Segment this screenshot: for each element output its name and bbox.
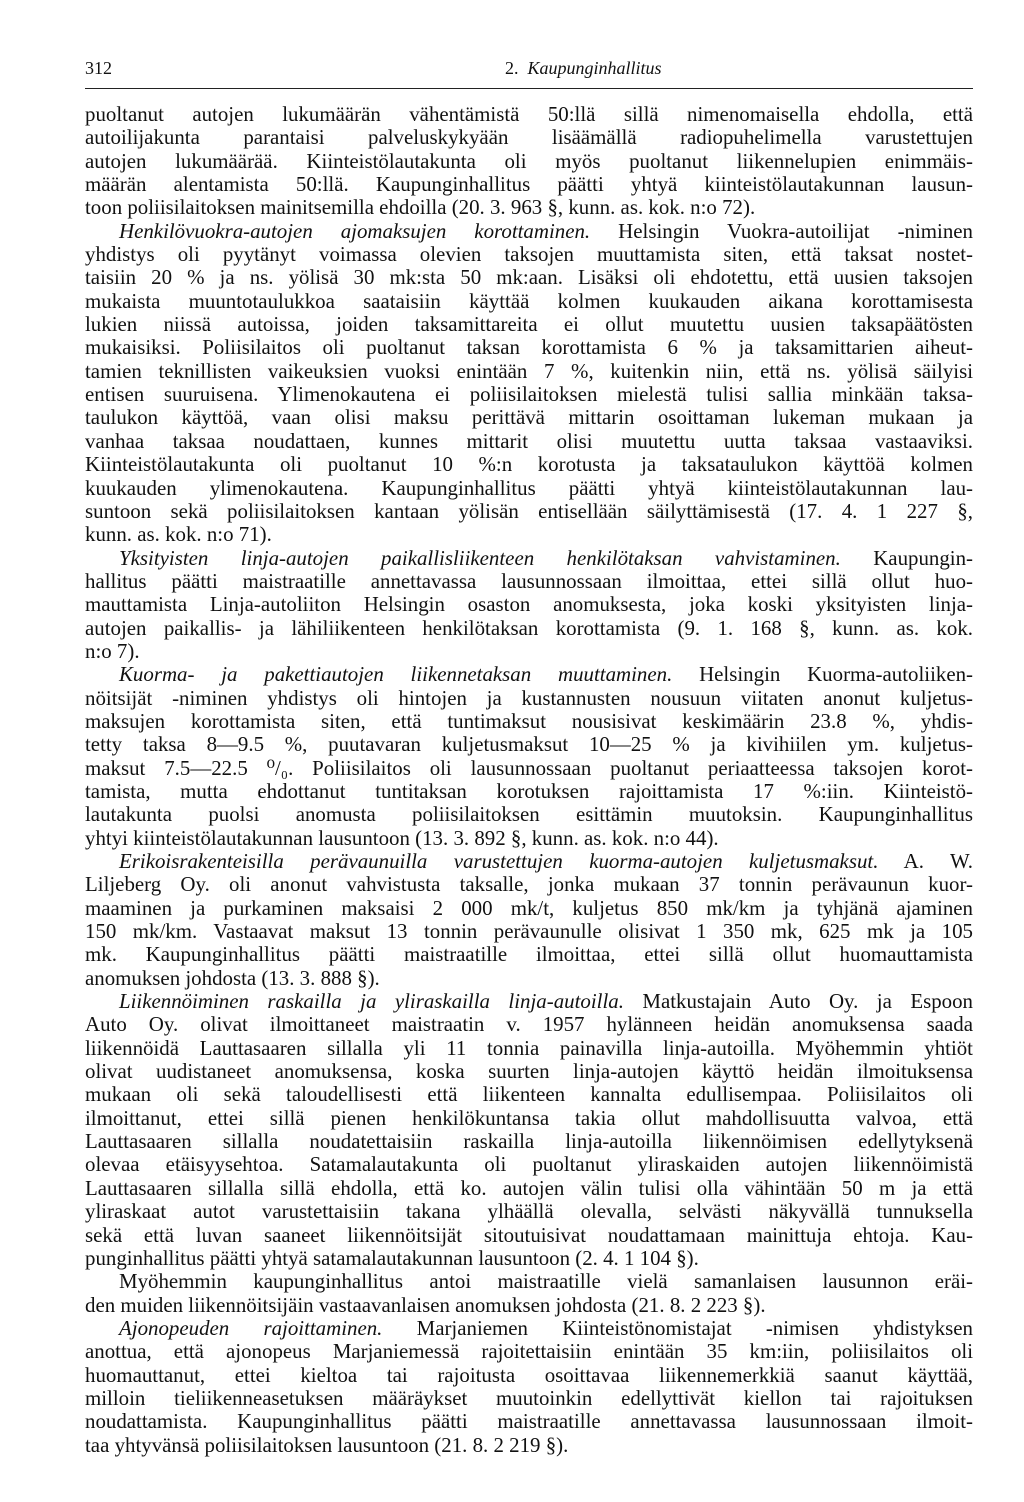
text-span: toon poliisilaitoksen mainitsemilla ehdoilla (20. 3. 963 §, kunn. as. kok. n:o 72). — [85, 195, 756, 220]
text-span: lukien niissä autoissa, joiden taksamittareita ei ollut muutettu uusien taksapäätösten — [85, 312, 973, 337]
text-line — [85, 430, 973, 453]
text-line — [85, 757, 973, 780]
section-title: Kaupunginhallitus — [527, 58, 662, 78]
text-span: puoltanut autojen lukumäärän vähentämistä 50:llä sillä nimenomaisella ehdolla, että — [85, 102, 973, 126]
text-span: huomauttanut, ettei kieltoa tai rajoitusta osoittavaa liikennemerkkiä saanut käyttää, — [85, 1362, 973, 1387]
page-number: 312 — [85, 58, 112, 78]
text-line — [85, 1387, 973, 1410]
text-line — [85, 313, 973, 336]
text-span: Lauttasaaren sillalla sillä ehdolla, että ko. autojen välin tulisi olla vähintään 50 m ja että — [85, 1175, 973, 1200]
text-line — [85, 266, 973, 289]
text-span: anomuksen johdosta (13. 3. 888 §). — [85, 965, 380, 990]
text-line — [85, 1364, 973, 1387]
text-span: taa yhtyvänsä poliisilaitoksen lausuntoon (21. 8. 2 219 §). — [85, 1432, 569, 1457]
text-span: 150 mk/km. Vastaavat maksut 13 tonnin perävaunulle olisivat 1 350 mk, 625 mk ja 105 — [85, 919, 973, 944]
text-line — [85, 290, 973, 313]
text-line — [85, 1130, 973, 1153]
text-line — [85, 1083, 973, 1106]
text-line — [85, 453, 973, 476]
text-line — [85, 523, 973, 546]
text-line — [85, 593, 973, 616]
text-span: tetty taksa 8—9.5 %, puutavaran kuljetusmaksut 10—25 % ja kivihiilen ym. kuljetus- — [85, 732, 973, 757]
text-line — [85, 803, 973, 826]
text-line — [85, 1247, 973, 1270]
text-span: mukaista muuntotaulukkoa saataisiin käyttää kolmen kuukauden aikana korottamisesta — [85, 288, 973, 313]
running-title — [505, 58, 662, 79]
text-line — [85, 640, 973, 663]
text-span: hallitus päätti maistraatille annettavassa lausunnossaan ilmoittaa, ettei sillä ollut huo- — [85, 568, 973, 593]
text-span: punginhallitus päätti yhtyä satamalautakunnan lausuntoon (2. 4. 1 104 §). — [85, 1245, 699, 1270]
text-line — [85, 1153, 973, 1176]
text-line — [85, 873, 973, 896]
text-span: mk. Kaupunginhallitus päätti maistraatille ilmoittaa, ettei sillä ollut huomauttamista — [85, 942, 973, 967]
text-span: Myöhemmin kaupunginhallitus antoi maistraatille vielä samanlaisen lausunnon eräi- — [119, 1269, 973, 1294]
text-line — [85, 243, 973, 266]
text-span: Marjaniemen Kiinteistönomistajat -nimisen yhdistyksen — [382, 1315, 973, 1340]
text-line — [85, 990, 973, 1013]
text-span: mauttamista Linja-autoliiton Helsingin osaston anomuksesta, joka koski yksityisten linja- — [85, 592, 973, 617]
text-line — [85, 1107, 973, 1130]
text-line — [85, 383, 973, 406]
text-span: Helsingin Kuorma-autoliiken- — [672, 662, 974, 687]
text-line — [85, 477, 973, 500]
text-span: taulukon käyttöä, vaan olisi maksu perittävä mittarin osoittaman lukeman mukaan ja — [85, 405, 973, 430]
text-span: A. W. — [878, 849, 973, 873]
section-heading: Kuorma- ja pakettiautojen liikennetaksan muuttaminen. — [119, 662, 673, 687]
running-header — [85, 56, 973, 89]
text-span: maksujen korottamista siten, että tuntimaksut nousisivat keskimäärin 23.8 %, yhdis- — [85, 708, 973, 733]
text-line — [85, 1224, 973, 1247]
text-span: Helsingin Vuokra-autoilijat -niminen — [590, 218, 974, 243]
text-span: Kiinteistölautakunta oli puoltanut 10 %:n korotusta ja taksataulukon käyttöä kolmen — [85, 452, 973, 477]
text-line — [85, 780, 973, 803]
text-line — [85, 360, 973, 383]
text-line — [85, 943, 973, 966]
text-line — [85, 1013, 973, 1036]
section-heading: Ajonopeuden rajoittaminen. — [119, 1315, 383, 1340]
text-span: Liljeberg Oy. oli anonut vahvistusta taksalle, jonka mukaan 37 tonnin perävaunun kuor- — [85, 872, 973, 897]
text-span: maksut 7.5—22.5 ⁰/₀. Poliisilaitos oli lausunnossaan puoltanut periaatteessa taksojen korot- — [85, 755, 973, 780]
text-line — [85, 196, 973, 219]
text-line — [85, 103, 973, 126]
section-heading: Liikennöiminen raskailla ja yliraskailla linja-autoilla. — [119, 989, 624, 1014]
text-line — [85, 406, 973, 429]
text-line — [85, 336, 973, 359]
text-span: autojen paikallis- ja lähiliikenteen henkilötaksan korottamista (9. 1. 168 §, kunn. as. kok. — [85, 615, 973, 640]
text-line — [85, 1294, 973, 1317]
document-body — [85, 103, 973, 1457]
text-line — [85, 1037, 973, 1060]
text-span: tamista, mutta ehdottanut tuntitaksan korotuksen rajoittamista 17 %:iin. Kiinteistö- — [85, 778, 973, 803]
text-span: vanhaa taksaa noudattaen, kunnes mittarit olisi muutettu uutta taksaa vastaaviksi. — [85, 428, 973, 453]
text-line — [85, 733, 973, 756]
text-line — [85, 850, 973, 873]
text-span: suntoon sekä poliisilaitoksen kantaan yölisän entisellään säilyttämisestä (17. 4. 1 227 §, — [85, 498, 973, 523]
text-line — [85, 663, 973, 686]
text-line — [85, 1200, 973, 1223]
text-span: Lauttasaaren sillalla noudatettaisiin raskailla linja-autoilla liikennöimisen edellytyksenä — [85, 1129, 973, 1154]
text-line — [85, 710, 973, 733]
text-line — [85, 1340, 973, 1363]
section-heading: Henkilövuokra-autojen ajomaksujen korottaminen. — [119, 218, 591, 243]
text-line — [85, 1434, 973, 1457]
text-span: olivat uudistaneet anomuksensa, koska suurten linja-autojen käyttö heidän ilmoituksensa — [85, 1059, 973, 1084]
text-span: yliraskaat autot varustettaisiin takana ylhäällä olevalla, selvästi näkyvällä tunnuksella — [85, 1199, 973, 1224]
text-span: n:o 7). — [85, 638, 140, 663]
text-span: anottua, että ajonopeus Marjaniemessä rajoitettaisiin enintään 35 km:iin, poliisilaitos oli — [85, 1339, 973, 1364]
text-span: mukaan oli sekä taloudellisesti että liikenteen kannalta edullisempaa. Poliisilaitos oli — [85, 1082, 973, 1107]
text-span: sekä että luvan saaneet liikennöitsijät sitoutuisivat noudattamaan mainittuja ehtoja. Kau- — [85, 1222, 973, 1247]
text-span: kunn. as. kok. n:o 71). — [85, 522, 272, 547]
text-span: taisiin 20 % ja ns. yölisä 30 mk:sta 50 mk:aan. Lisäksi oli ehdotettu, että uusien taksojen — [85, 265, 973, 290]
text-line — [85, 500, 973, 523]
text-line — [85, 967, 973, 990]
text-span: autojen lukumäärää. Kiinteistölautakunta oli myös puoltanut liikennelupien enimmäis- — [85, 148, 973, 173]
text-span: Matkustajain Auto Oy. ja Espoon — [623, 989, 973, 1014]
text-span: noudattamista. Kaupunginhallitus päätti maistraatille annettavassa lausunnossaan ilmoit- — [85, 1409, 973, 1434]
text-line — [85, 570, 973, 593]
text-line — [85, 150, 973, 173]
text-span: mukaisiksi. Poliisilaitos oli puoltanut taksan korottamista 6 % ja taksamittarien aiheut- — [85, 335, 973, 360]
text-line — [85, 547, 973, 570]
text-span: ilmoittanut, ettei sillä pienen henkilökuntansa takia ollut mahdollisuutta valvoa, että — [85, 1105, 973, 1130]
text-span: määrän alentamista 50:llä. Kaupunginhallitus päätti yhtyä kiinteistölautakunnan lausun- — [85, 172, 973, 197]
text-line — [85, 827, 973, 850]
text-span: nöitsijät -niminen yhdistys oli hintojen ja kustannusten nousuun viitaten anonut kuljetus- — [85, 685, 973, 710]
text-line — [85, 220, 973, 243]
text-span: kuukauden ylimenokautena. Kaupunginhallitus päätti yhtyä kiinteistölautakunnan lau- — [85, 475, 973, 500]
text-span: yhdistys oli pyytänyt voimassa olevien taksojen muuttamista siten, että taksat nostet- — [85, 242, 973, 267]
text-line — [85, 126, 973, 149]
text-line — [85, 1177, 973, 1200]
text-span: autoilijakunta parantaisi palveluskykyään lisäämällä radiopuhelimella varustettujen — [85, 125, 973, 150]
text-line — [85, 1060, 973, 1083]
section-number: 2. — [505, 58, 519, 78]
text-span: Kaupungin- — [840, 545, 974, 570]
text-span: maaminen ja purkaminen maksaisi 2 000 mk/t, kuljetus 850 mk/km ja tyhjänä ajaminen — [85, 895, 973, 920]
text-line — [85, 1317, 973, 1340]
text-line — [85, 1410, 973, 1433]
text-line — [85, 617, 973, 640]
section-heading: Erikoisrakenteisilla perävaunuilla varustettujen kuorma-autojen kuljetusmaksut. — [119, 849, 879, 873]
text-span: liikennöidä Lauttasaaren sillalla yli 11 tonnia painavilla linja-autoilla. Myöhemmin yhtiöt — [85, 1035, 973, 1060]
section-heading: Yksityisten linja-autojen paikallisliikenteen henkilötaksan vahvistaminen. — [119, 545, 841, 570]
text-line — [85, 897, 973, 920]
text-line — [85, 1270, 973, 1293]
text-line — [85, 173, 973, 196]
text-span: den muiden liikennöitsijäin vastaavanlaisen anomuksen johdosta (21. 8. 2 223 §). — [85, 1292, 766, 1317]
text-span: milloin tieliikenneasetuksen määräykset muutoinkin edellyttivät kiellon tai rajoituksen — [85, 1385, 973, 1410]
text-span: olevaa etäisyysehtoa. Satamalautakunta oli puoltanut yliraskaiden autojen liikennöimistä — [85, 1152, 973, 1177]
text-span: yhtyi kiinteistölautakunnan lausuntoon (13. 3. 892 §, kunn. as. kok. n:o 44). — [85, 825, 719, 850]
text-line — [85, 687, 973, 710]
text-span: tamien teknillisten vaikeuksien vuoksi enintään 7 %, kuitenkin niin, että ns. yölisä säilyisi — [85, 358, 973, 383]
text-span: lautakunta puolsi anomusta poliisilaitoksen esittämin muutoksin. Kaupunginhallitus — [85, 802, 973, 827]
text-span: Auto Oy. olivat ilmoittaneet maistraatin v. 1957 hylänneen heidän anomuksensa saada — [85, 1012, 973, 1037]
text-span: entisen suuruisena. Ylimenokautena ei poliisilaitoksen mielestä tulisi sallia minkään taksa- — [85, 382, 973, 407]
text-line — [85, 920, 973, 943]
